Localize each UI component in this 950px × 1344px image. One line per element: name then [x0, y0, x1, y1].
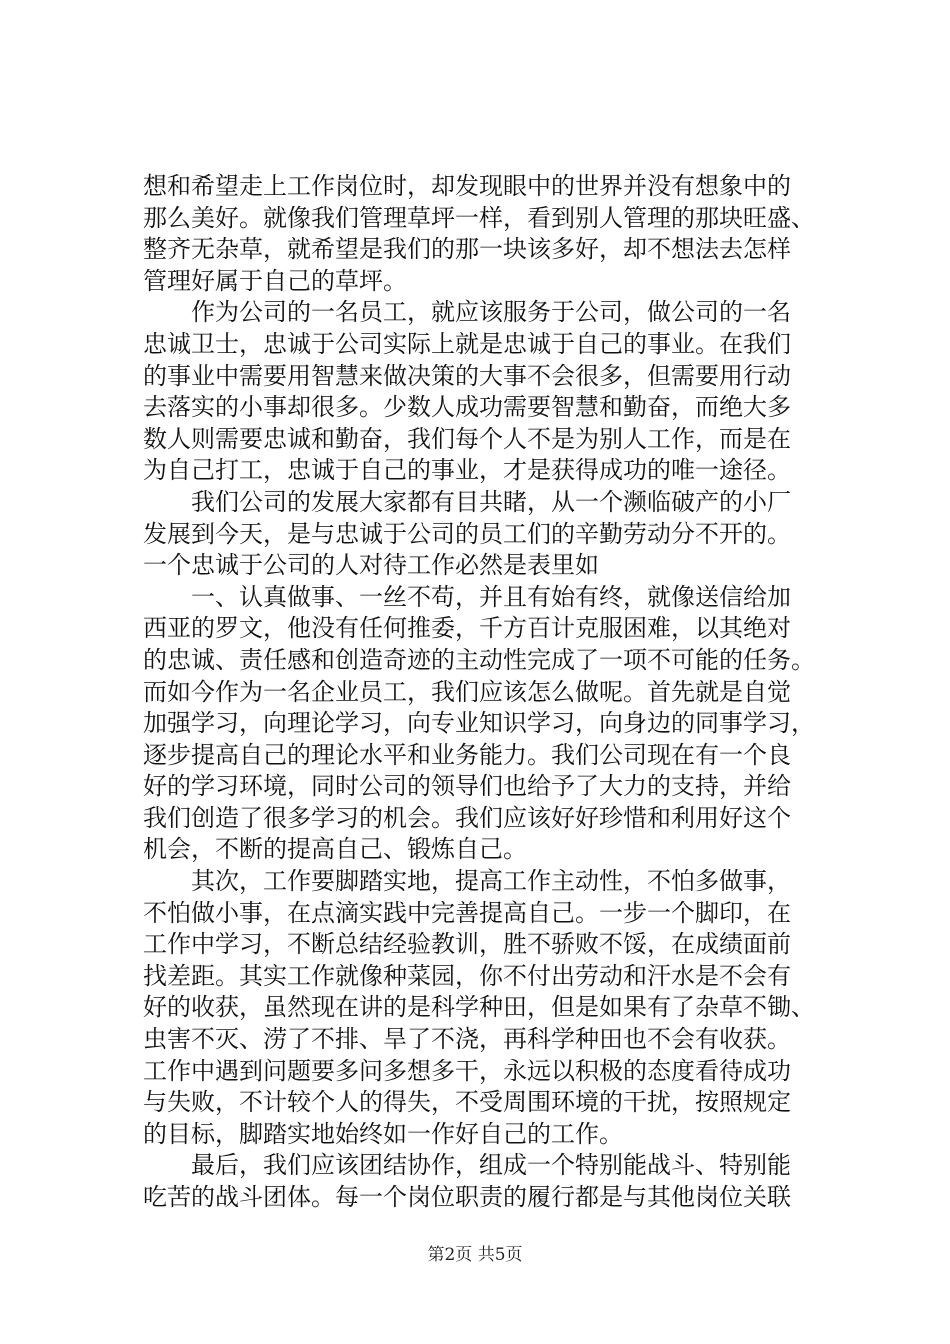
text-line: 加强学习，向理论学习，向专业知识学习，向身边的同事学习，: [143, 709, 815, 738]
text-line: 而如今作为一名企业员工，我们应该怎么做呢。首先就是自觉: [143, 677, 791, 706]
text-line: 管理好属于自己的草坪。: [143, 266, 407, 295]
text-line: 与失败，不计较个人的得失，不受周围环境的干扰，按照规定: [143, 1088, 791, 1117]
text-line: 作为公司的一名员工，就应该服务于公司，做公司的一名: [191, 298, 791, 327]
text-line: 数人则需要忠诚和勤奋，我们每个人不是为别人工作，而是在: [143, 424, 791, 453]
text-line: 逐步提高自己的理论水平和业务能力。我们公司现在有一个良: [143, 740, 791, 769]
document-body: [143, 171, 833, 1214]
text-line: 机会，不断的提高自己、锻炼自己。: [143, 835, 527, 864]
text-line: 不怕做小事，在点滴实践中完善提高自己。一步一个脚印，在: [143, 898, 791, 927]
text-line: 忠诚卫士，忠诚于公司实际上就是忠诚于自己的事业。在我们: [143, 329, 791, 358]
text-line: 西亚的罗文，他没有任何推委，千方百计克服困难，以其绝对: [143, 614, 791, 643]
text-line: 想和希望走上工作岗位时，却发现眼中的世界并没有想象中的: [143, 172, 791, 200]
text-line: 整齐无杂草，就希望是我们的那一块该多好，却不想法去怎样: [143, 235, 791, 264]
text-line: 发展到今天，是与忠诚于公司的员工们的辛勤劳动分不开的。: [143, 519, 791, 548]
text-line: 那么美好。就像我们管理草坪一样，看到别人管理的那块旺盛、: [143, 203, 815, 232]
text-line: 我们公司的发展大家都有目共睹，从一个濒临破产的小厂: [191, 487, 791, 516]
text-line: 工作中学习，不断总结经验教训，胜不骄败不馁，在成绩面前: [143, 930, 791, 959]
text-line: 我们创造了很多学习的机会。我们应该好好珍惜和利用好这个: [143, 803, 791, 832]
text-line: 一个忠诚于公司的人对待工作必然是表里如: [143, 551, 599, 580]
text-line: 工作中遇到问题要多问多想多干，永远以积极的态度看待成功: [143, 1056, 791, 1085]
page-footer: 第2页 共5页: [427, 1245, 523, 1265]
text-line: 的事业中需要用智慧来做决策的大事不会很多，但需要用行动: [143, 361, 791, 390]
text-line: 吃苦的战斗团体。每一个岗位职责的履行都是与其他岗位关联: [143, 1183, 791, 1211]
text-line: 好的收获，虽然现在讲的是科学种田，但是如果有了杂草不锄、: [143, 993, 815, 1022]
text-line: 虫害不灭、涝了不排、旱了不浇，再科学种田也不会有收获。: [143, 1025, 791, 1054]
text-line: 最后，我们应该团结协作，组成一个特别能战斗、特别能: [191, 1151, 791, 1180]
text-line: 的目标，脚踏实地始终如一作好自己的工作。: [143, 1119, 623, 1148]
text-line: 其次，工作要脚踏实地，提高工作主动性，不怕多做事，: [191, 867, 791, 896]
text-line: 一、认真做事、一丝不苟，并且有始有终，就像送信给加: [191, 582, 791, 611]
text-line: 的忠诚、责任感和创造奇迹的主动性完成了一项不可能的任务。: [143, 645, 815, 674]
text-line: 为自己打工，忠诚于自己的事业，才是获得成功的唯一途径。: [143, 456, 791, 485]
text-line: 好的学习环境，同时公司的领导们也给予了大力的支持，并给: [143, 772, 791, 801]
text-line: 去落实的小事却很多。少数人成功需要智慧和勤奋，而绝大多: [143, 393, 791, 422]
text-line: 找差距。其实工作就像种菜园，你不付出劳动和汗水是不会有: [143, 961, 791, 990]
